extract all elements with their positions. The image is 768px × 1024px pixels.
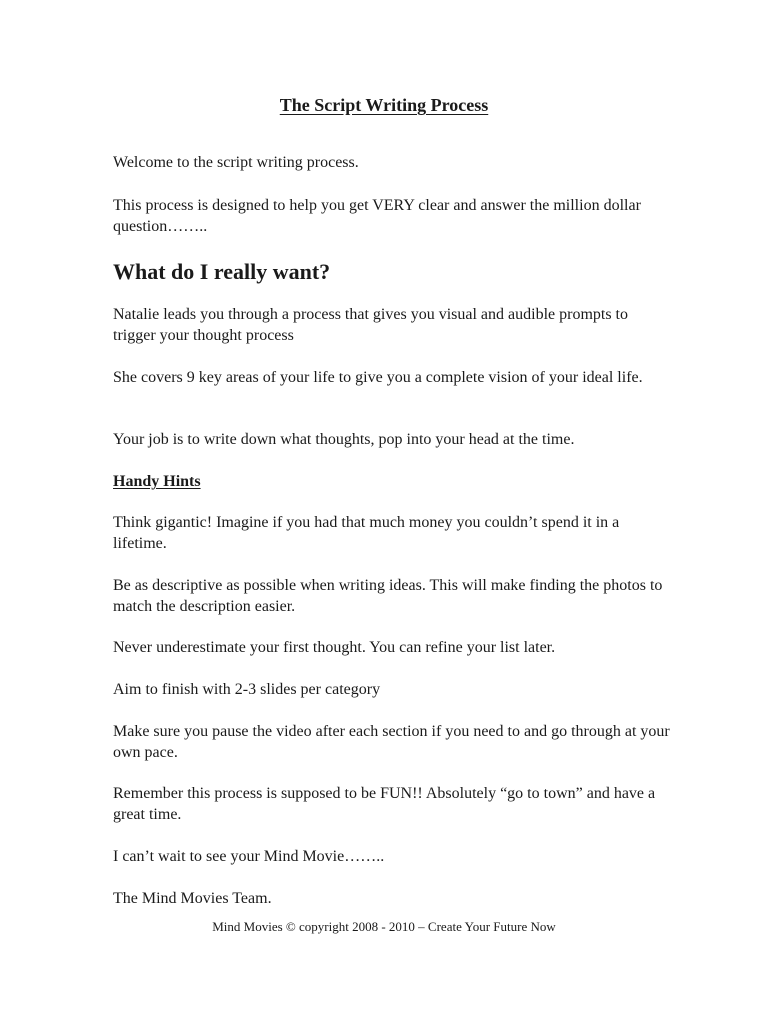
key-areas-paragraph: She covers 9 key areas of your life to give you a complete vision of your ideal life. bbox=[113, 369, 643, 386]
copyright-footer: Mind Movies © copyright 2008 - 2010 – Create Your Future Now bbox=[212, 919, 556, 934]
your-job-paragraph: Your job is to write down what thoughts, pop into your head at the time. bbox=[113, 431, 575, 448]
signoff-paragraph: The Mind Movies Team. bbox=[113, 890, 272, 907]
main-question-heading: What do I really want? bbox=[113, 259, 331, 284]
hint-paragraph: Remember this process is supposed to be FUN!! Absolutely “go to town” and have a great time. bbox=[113, 785, 656, 823]
welcome-paragraph: Welcome to the script writing process. bbox=[113, 154, 359, 171]
hint-paragraph: Be as descriptive as possible when writing ideas. This will make finding the photos to match the description easier. bbox=[113, 577, 663, 615]
document-title: The Script Writing Process bbox=[279, 95, 489, 115]
process-description-paragraph: Natalie leads you through a process that gives you visual and audible prompts to trigger your thought process bbox=[113, 306, 628, 344]
hint-paragraph: Aim to finish with 2-3 slides per category bbox=[113, 681, 381, 698]
hint-paragraph: Make sure you pause the video after each section if you need to and go through at your own pace. bbox=[113, 723, 670, 761]
hint-paragraph: Never underestimate your first thought. You can refine your list later. bbox=[113, 639, 556, 656]
handy-hints-heading: Handy Hints bbox=[113, 473, 201, 490]
closing-paragraph: I can’t wait to see your Mind Movie…….. bbox=[113, 848, 385, 865]
purpose-paragraph: This process is designed to help you get VERY clear and answer the million dollar question…….. bbox=[113, 197, 641, 235]
hint-paragraph: Think gigantic! Imagine if you had that much money you couldn’t spend it in a lifetime. bbox=[113, 514, 620, 552]
